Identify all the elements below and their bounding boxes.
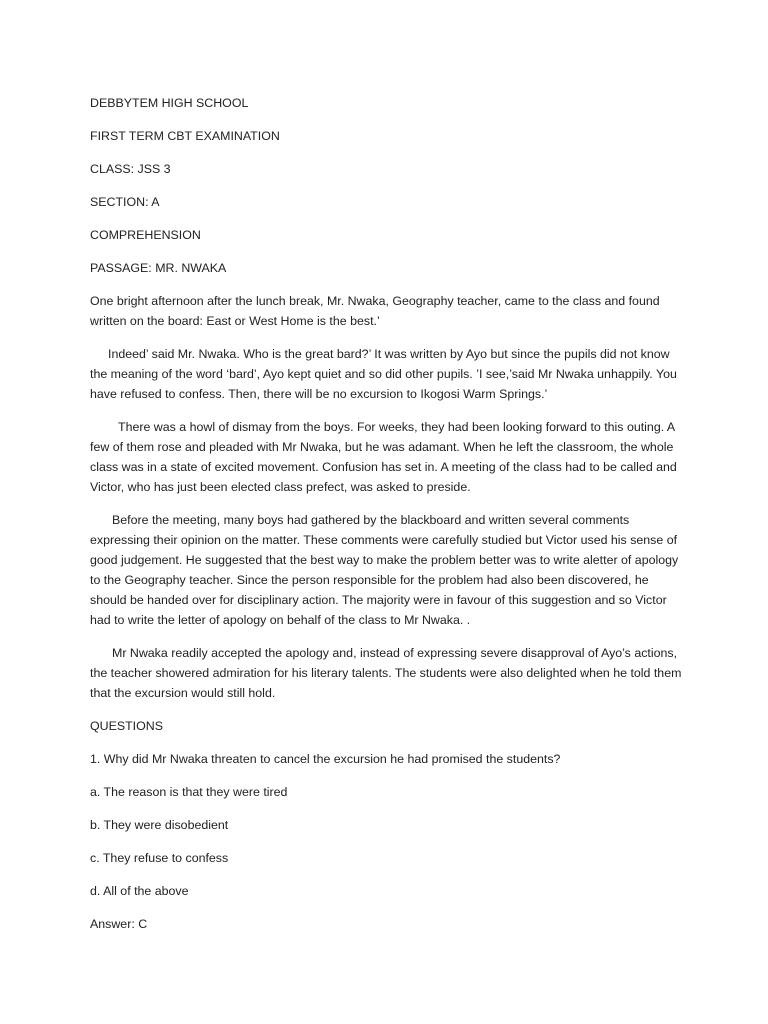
- class-label: CLASS: JSS 3: [90, 162, 171, 176]
- question-1-answer: Answer: C: [90, 917, 148, 931]
- school-name: DEBBYTEM HIGH SCHOOL: [90, 96, 249, 110]
- question-1-option-c: c. They refuse to confess: [90, 851, 229, 865]
- passage-paragraph-3: There was a howl of dismay from the boys. For weeks, they had been looking forward to this outing. A few of them rose and pleaded with Mr Nwaka, but he was adamant. When he left the classroom, the whole class was in a state of excited movement. Confusion has set in. A meeting of the class had to be called and Victor, who has just been elected class prefect, was asked to preside.: [90, 420, 677, 494]
- document-page: [90, 93, 682, 947]
- question-1-option-a: a. The reason is that they were tired: [90, 785, 288, 799]
- question-1: 1. Why did Mr Nwaka threaten to cancel the excursion he had promised the students?: [90, 752, 561, 766]
- passage-paragraph-1: One bright afternoon after the lunch break, Mr. Nwaka, Geography teacher, came to the class and found written on the board: East or West Home is the best.’: [90, 294, 660, 328]
- questions-heading: QUESTIONS: [90, 719, 163, 733]
- subject-label: COMPREHENSION: [90, 228, 201, 242]
- section-label: SECTION: A: [90, 195, 160, 209]
- passage-paragraph-5: Mr Nwaka readily accepted the apology and, instead of expressing severe disapproval of Ayo’s actions, the teacher showered admiration for his literary talents. The students were also delighted when he told them that the excursion would still hold.: [90, 646, 682, 700]
- question-1-option-d: d. All of the above: [90, 884, 189, 898]
- question-1-option-b: b. They were disobedient: [90, 818, 229, 832]
- passage-paragraph-4: Before the meeting, many boys had gathered by the blackboard and written several comments expressing their opinion on the matter. These comments were carefully studied but Victor used his sense of good judgement. He suggested that the best way to make the problem better was to write aletter of apology to the Geography teacher. Since the person responsible for the problem had also been discovered, he should be handed over for disciplinary action. The majority were in favour of this suggestion and so Victor had to write the letter of apology on behalf of the class to Mr Nwaka. .: [90, 513, 679, 627]
- passage-title: PASSAGE: MR. NWAKA: [90, 261, 227, 275]
- exam-title: FIRST TERM CBT EXAMINATION: [90, 129, 280, 143]
- passage-paragraph-2: Indeed’ said Mr. Nwaka. Who is the great bard?’ It was written by Ayo but since the pupils did not know the meaning of the word ‘bard’, Ayo kept quiet and so did other pupils. ’I see,’said Mr Nwaka unhappily. You have refused to confess. Then, there will be no excursion to Ikogosi Warm Springs.’: [90, 347, 677, 401]
